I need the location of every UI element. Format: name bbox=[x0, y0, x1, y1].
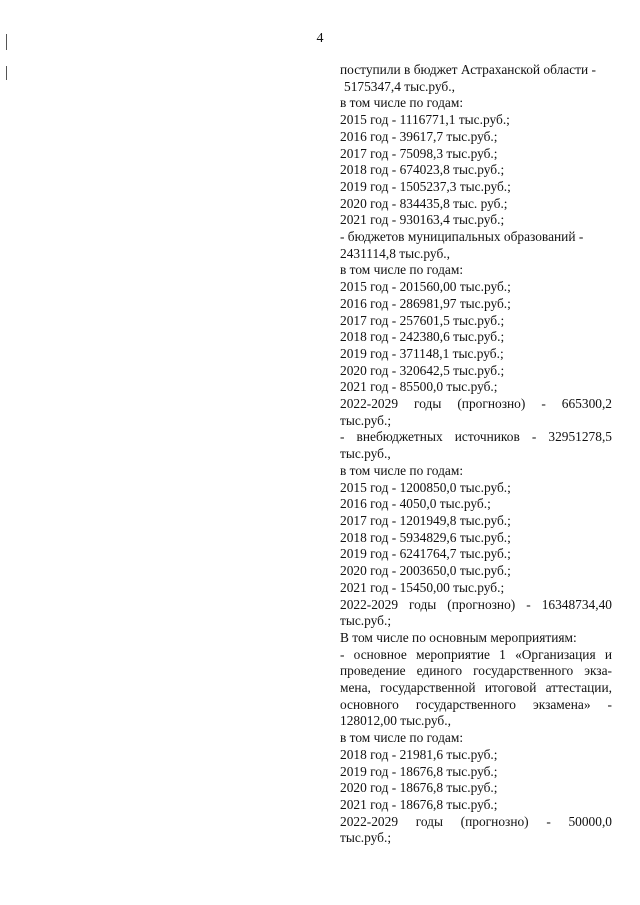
text-line: 2020 год - 18676,8 тыс.руб.; bbox=[340, 780, 498, 796]
text-line: 2019 год - 18676,8 тыс.руб.; bbox=[340, 763, 498, 779]
text-line: мена, государственной итоговой аттестации, bbox=[340, 680, 612, 696]
text-line: 2017 год - 75098,3 тыс.руб.; bbox=[340, 145, 498, 161]
text-line: 2019 год - 1505237,3 тыс.руб.; bbox=[340, 178, 511, 194]
text-line: 2019 год - 371148,1 тыс.руб.; bbox=[340, 345, 504, 361]
text-line: 2015 год - 1116771,1 тыс.руб.; bbox=[340, 112, 510, 128]
text-line: 2015 год - 201560,00 тыс.руб.; bbox=[340, 279, 511, 295]
text-line: в том числе по годам: bbox=[340, 262, 464, 278]
text-line: тыс.руб.; bbox=[340, 830, 392, 846]
document-body bbox=[340, 62, 612, 847]
text-line: 2020 год - 320642,5 тыс.руб.; bbox=[340, 362, 505, 378]
text-line: 2021 год - 85500,0 тыс.руб.; bbox=[340, 379, 498, 395]
text-line: - внебюджетных источников - 32951278,5 bbox=[340, 429, 612, 445]
text-line: 2016 год - 4050,0 тыс.руб.; bbox=[340, 496, 491, 512]
text-line: 2020 год - 834435,8 тыс. руб.; bbox=[340, 195, 508, 211]
text-line: 2015 год - 1200850,0 тыс.руб.; bbox=[340, 479, 511, 495]
text-line: 2018 год - 242380,6 тыс.руб.; bbox=[340, 329, 505, 345]
text-line: 2017 год - 257601,5 тыс.руб.; bbox=[340, 312, 505, 328]
text-line: 2016 год - 39617,7 тыс.руб.; bbox=[340, 128, 498, 144]
text-line: тыс.руб.; bbox=[340, 613, 392, 629]
text-line: 2018 год - 674023,8 тыс.руб.; bbox=[340, 162, 505, 178]
text-line: основного государственного экзамена» - bbox=[340, 696, 612, 712]
text-line: 2016 год - 286981,97 тыс.руб.; bbox=[340, 295, 511, 311]
text-line: 5175347,4 тыс.руб., bbox=[344, 78, 455, 94]
text-line: В том числе по основным мероприятиям: bbox=[340, 629, 577, 645]
page-number: 4 bbox=[316, 31, 324, 46]
text-line: - бюджетов муниципальных образований - bbox=[340, 229, 584, 245]
text-line: 2020 год - 2003650,0 тыс.руб.; bbox=[340, 563, 511, 579]
text-line: 2022-2029 годы (прогнозно) - 665300,2 bbox=[340, 396, 612, 412]
text-line: в том числе по годам: bbox=[340, 730, 464, 746]
text-line: 2431114,8 тыс.руб., bbox=[340, 245, 450, 261]
text-line: 2021 год - 18676,8 тыс.руб.; bbox=[340, 796, 498, 812]
text-line: 2022-2029 годы (прогнозно) - 16348734,40 bbox=[340, 596, 612, 612]
text-line: 2021 год - 15450,00 тыс.руб.; bbox=[340, 579, 505, 595]
text-line: 2022-2029 годы (прогнозно) - 50000,0 bbox=[340, 813, 612, 829]
text-line: 2021 год - 930163,4 тыс.руб.; bbox=[340, 212, 505, 228]
text-line: в том числе по годам: bbox=[340, 462, 464, 478]
text-line: проведение единого государственного экза- bbox=[340, 663, 612, 679]
text-line: 128012,00 тыс.руб., bbox=[340, 713, 451, 729]
text-line: 2017 год - 1201949,8 тыс.руб.; bbox=[340, 512, 511, 528]
text-line: 2018 год - 21981,6 тыс.руб.; bbox=[340, 746, 498, 762]
text-line: поступили в бюджет Астраханской области - bbox=[340, 62, 596, 77]
text-line: 2018 год - 5934829,6 тыс.руб.; bbox=[340, 529, 511, 545]
text-line: 2019 год - 6241764,7 тыс.руб.; bbox=[340, 546, 511, 562]
text-line: тыс.руб., bbox=[340, 446, 391, 462]
text-line: в том числе по годам: bbox=[340, 95, 464, 111]
text-line: тыс.руб.; bbox=[340, 412, 392, 428]
text-line: - основное мероприятие 1 «Организация и bbox=[340, 646, 612, 662]
margin-scan-mark-middle bbox=[6, 66, 7, 80]
